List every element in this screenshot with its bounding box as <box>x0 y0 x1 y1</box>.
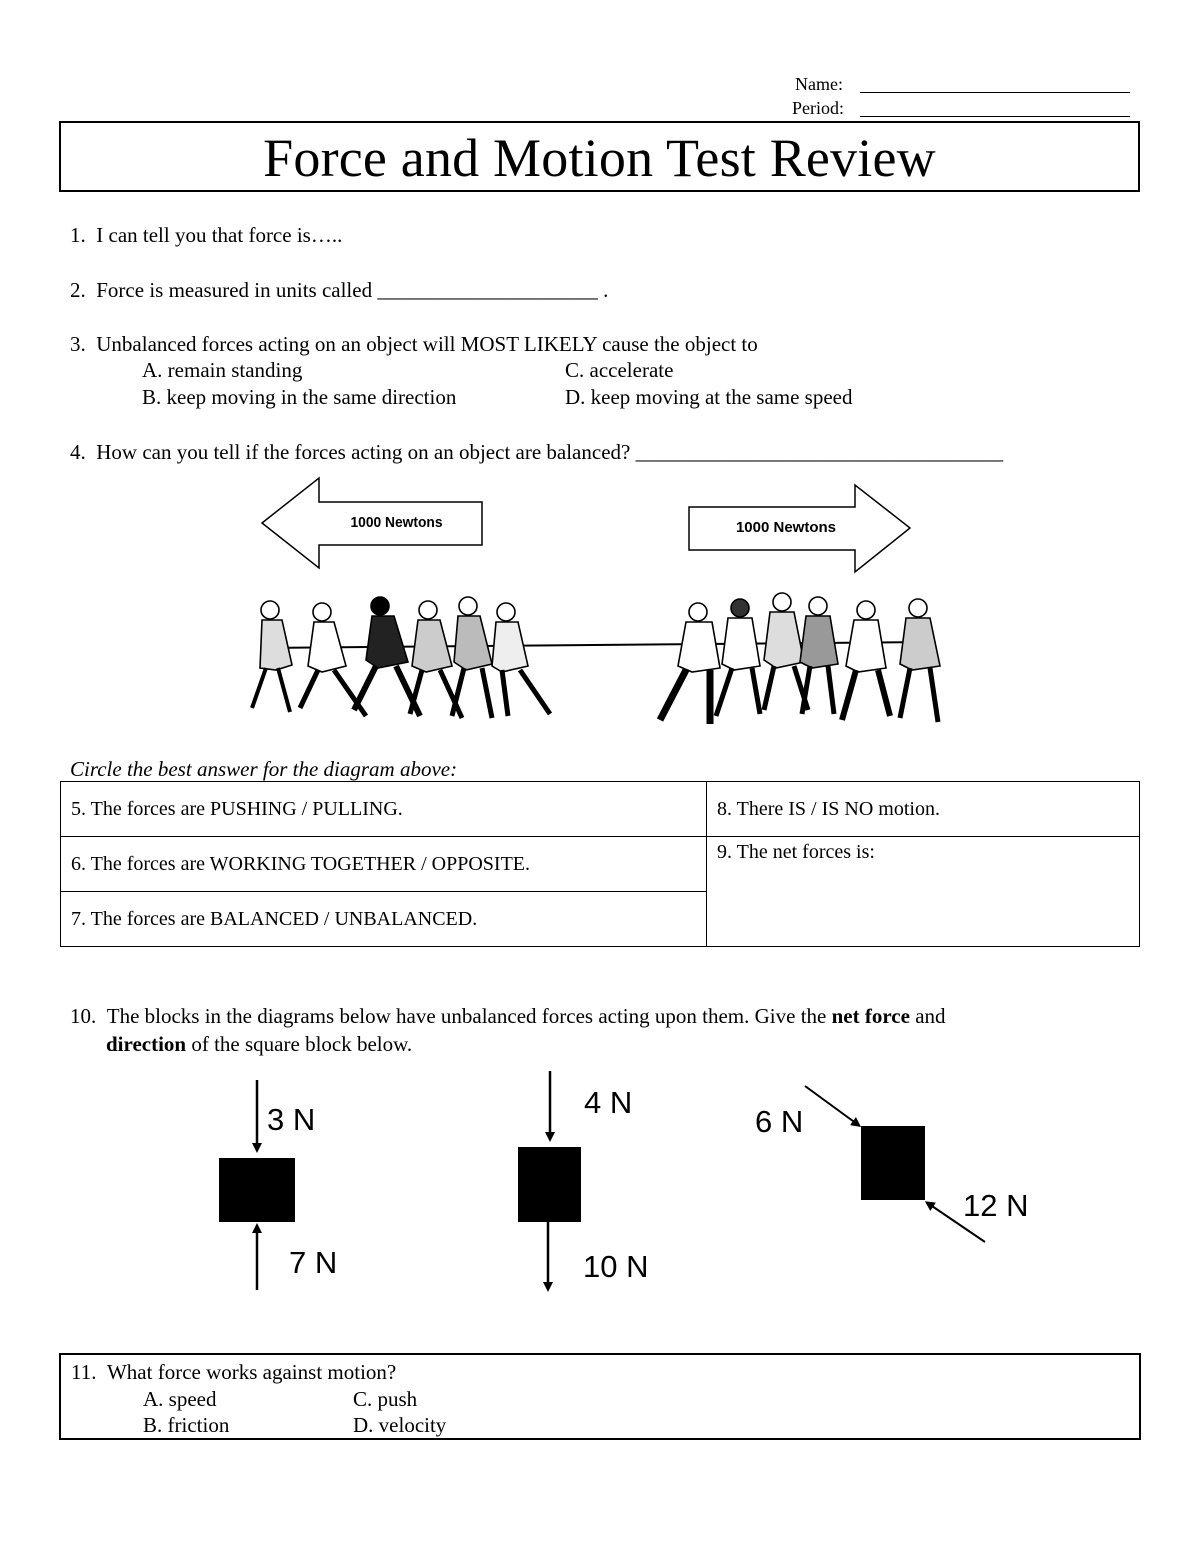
question-number: 2. <box>70 278 86 302</box>
net-force-term: net force <box>831 1004 910 1028</box>
block-diagram-3 <box>745 1070 1055 1250</box>
option-a[interactable]: A. remain standing <box>142 358 303 382</box>
force-label-top: 3 N <box>267 1102 316 1137</box>
period-label: Period: <box>792 98 844 118</box>
force-arrow-diagonal-down <box>805 1086 857 1124</box>
question-number: 4. <box>70 440 86 464</box>
question-9[interactable]: 9. The net forces is: <box>707 837 1140 947</box>
force-label-top: 6 N <box>755 1104 804 1139</box>
question-7[interactable]: 7. The forces are BALANCED / UNBALANCED. <box>61 892 707 947</box>
question-8[interactable]: 8. There IS / IS NO motion. <box>707 782 1140 837</box>
block <box>861 1126 925 1200</box>
question-text: I can tell you that force is….. <box>96 223 343 247</box>
question-11 <box>71 1359 396 1385</box>
circle-instruction: Circle the best answer for the diagram above: <box>70 757 458 781</box>
question-text: Force is measured in units called _____________________ . <box>96 278 609 302</box>
force-label-bottom: 10 N <box>583 1249 649 1284</box>
name-field[interactable] <box>860 92 1130 93</box>
question-10-cont <box>106 1031 412 1057</box>
question-number: 3. <box>70 332 86 356</box>
tug-of-war-diagram <box>230 470 970 755</box>
block <box>518 1147 581 1222</box>
question-text: What force works against motion? <box>106 1360 397 1384</box>
question-6[interactable]: 6. The forces are WORKING TOGETHER / OPPOSITE. <box>61 837 707 892</box>
option-a[interactable]: A. speed <box>143 1387 217 1411</box>
question-text: How can you tell if the forces acting on an object are balanced? ___________________________________ <box>96 440 1004 464</box>
option-b[interactable]: B. keep moving in the same direction <box>142 385 457 409</box>
option-d[interactable]: D. keep moving at the same speed <box>565 385 853 409</box>
question-number: 1. <box>70 223 86 247</box>
question-text: Unbalanced forces acting on an object will MOST LIKELY cause the object to <box>96 332 758 356</box>
question-10 <box>70 1003 946 1029</box>
left-team <box>252 597 550 718</box>
force-label-bottom: 12 N <box>963 1188 1029 1223</box>
question-text-part2: and <box>909 1004 946 1028</box>
period-field[interactable] <box>860 116 1130 117</box>
block <box>219 1158 295 1222</box>
question-5[interactable]: 5. The forces are PUSHING / PULLING. <box>61 782 707 837</box>
force-label-top: 4 N <box>584 1085 633 1120</box>
question-1 <box>70 222 342 248</box>
question-11-box <box>59 1353 1141 1440</box>
right-team <box>660 593 940 724</box>
option-c[interactable]: C. accelerate <box>565 358 674 382</box>
question-number: 10. <box>70 1004 97 1028</box>
block-diagram-2 <box>480 1065 680 1315</box>
question-text-part1: The blocks in the diagrams below have unbalanced forces acting upon them. Give the <box>106 1004 832 1028</box>
option-b[interactable]: B. friction <box>143 1413 230 1437</box>
question-3 <box>70 331 758 357</box>
question-text-part3: of the square block below. <box>186 1032 413 1056</box>
answer-table <box>60 781 1140 947</box>
left-arrow-label: 1000 Newtons <box>350 514 443 532</box>
option-c[interactable]: C. push <box>353 1387 418 1411</box>
option-d[interactable]: D. velocity <box>353 1413 447 1437</box>
right-arrow-label: 1000 Newtons <box>735 519 837 536</box>
question-2 <box>70 277 608 303</box>
force-label-bottom: 7 N <box>289 1245 338 1280</box>
direction-term: direction <box>106 1032 187 1056</box>
question-number: 11. <box>71 1360 97 1384</box>
block-diagram-1 <box>195 1070 365 1310</box>
page-title: Force and Motion Test Review <box>263 128 936 188</box>
name-label: Name: <box>795 74 843 94</box>
title-box <box>59 121 1140 192</box>
question-4 <box>70 439 1003 465</box>
